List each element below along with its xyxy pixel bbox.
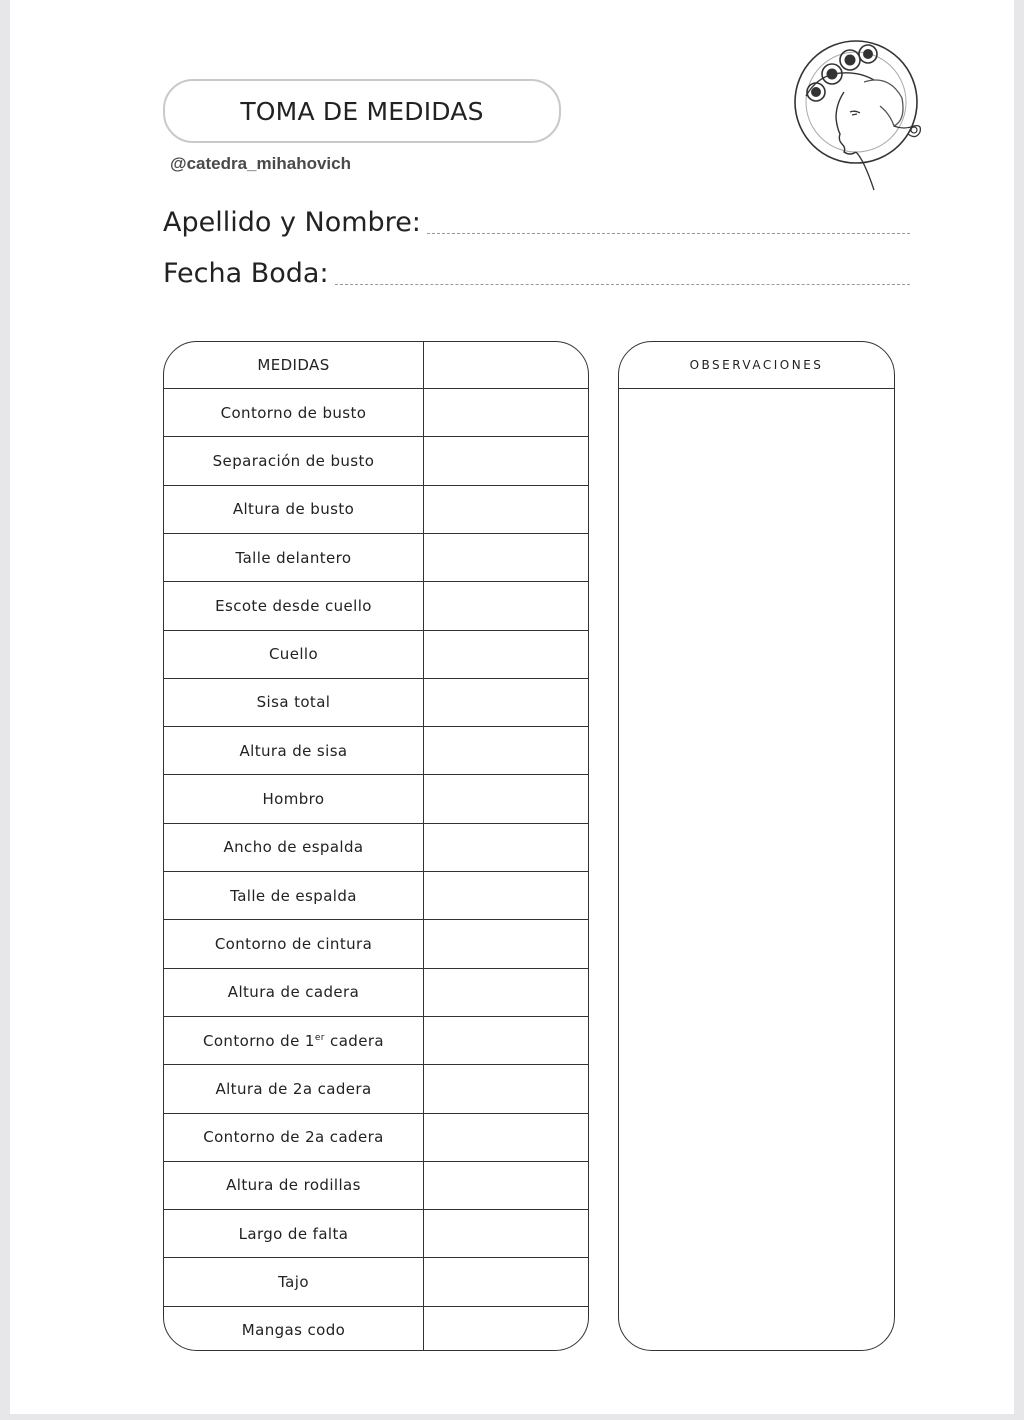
name-field[interactable]	[163, 196, 910, 236]
measurement-label: Altura de busto	[232, 500, 355, 519]
measurement-value-cell[interactable]	[423, 1162, 588, 1209]
measurement-label: Mangas codo	[241, 1321, 346, 1340]
measurement-value-cell[interactable]	[423, 969, 588, 1016]
measurement-value-cell[interactable]	[423, 486, 588, 533]
author-handle: @catedra_mihahovich	[170, 154, 351, 173]
table-row	[164, 388, 588, 436]
measurement-value-cell[interactable]	[423, 824, 588, 871]
table-row	[164, 968, 588, 1016]
page-title: TOMA DE MEDIDAS	[163, 79, 561, 143]
name-field-line[interactable]	[427, 232, 910, 234]
table-row	[164, 630, 588, 678]
measurement-value-cell[interactable]	[423, 679, 588, 726]
measurement-value-cell[interactable]	[423, 872, 588, 919]
table-header-row	[164, 342, 588, 388]
measurement-label: Hombro	[262, 790, 325, 809]
table-row	[164, 919, 588, 967]
table-row	[164, 678, 588, 726]
measurement-value-cell[interactable]	[423, 437, 588, 484]
table-row	[164, 533, 588, 581]
table-row	[164, 1209, 588, 1257]
logo-icon	[794, 34, 934, 194]
measurement-label: Ancho de espalda	[223, 838, 364, 857]
measurement-label: Separación de busto	[212, 451, 375, 470]
measurement-label: Altura de 2a cadera	[215, 1079, 372, 1098]
measurement-label: Sisa total	[256, 693, 331, 712]
table-row	[164, 726, 588, 774]
measurement-label: Contorno de 2a cadera	[203, 1128, 384, 1147]
table-header-label: MEDIDAS	[257, 356, 330, 374]
measurement-label: Contorno de cintura	[214, 934, 373, 953]
wedding-date-field-line[interactable]	[335, 283, 910, 285]
table-row	[164, 1306, 588, 1351]
measurement-value-cell[interactable]	[423, 1210, 588, 1257]
measurement-value-cell[interactable]	[423, 1114, 588, 1161]
measurement-value-cell[interactable]	[423, 582, 588, 629]
measurement-label: Altura de rodillas	[226, 1176, 361, 1195]
table-row	[164, 1016, 588, 1064]
table-row	[164, 871, 588, 919]
measurement-value-cell[interactable]	[423, 389, 588, 436]
measurement-label: Escote desde cuello	[215, 596, 372, 615]
document-page	[10, 0, 1014, 1414]
table-row	[164, 1113, 588, 1161]
measurement-label: Altura de sisa	[239, 741, 348, 760]
measurement-label: Contorno de busto	[220, 403, 367, 422]
table-row	[164, 485, 588, 533]
measurement-label: Largo de falta	[238, 1224, 349, 1243]
measurement-value-cell[interactable]	[423, 775, 588, 822]
table-row	[164, 1257, 588, 1305]
table-row	[164, 823, 588, 871]
measurement-value-cell[interactable]	[423, 1307, 588, 1351]
wedding-date-field[interactable]	[163, 247, 910, 287]
table-row	[164, 774, 588, 822]
measurement-value-cell[interactable]	[423, 727, 588, 774]
measurement-value-cell[interactable]	[423, 631, 588, 678]
measurement-label: Cuello	[268, 645, 319, 664]
measurement-value-cell[interactable]	[423, 920, 588, 967]
measurement-label: Talle de espalda	[230, 886, 357, 905]
measurement-value-cell[interactable]	[423, 1258, 588, 1305]
observations-panel[interactable]	[618, 341, 895, 1351]
measurement-value-cell[interactable]	[423, 1017, 588, 1064]
table-row	[164, 1064, 588, 1112]
measurement-label: Tajo	[278, 1273, 309, 1292]
measurement-label: Contorno de 1er cadera	[202, 1031, 384, 1050]
ordinal-suffix: er	[314, 1032, 325, 1043]
measurement-value-cell[interactable]	[423, 534, 588, 581]
observations-header: OBSERVACIONES	[619, 342, 894, 389]
table-row	[164, 581, 588, 629]
name-field-label: Apellido y Nombre:	[163, 207, 421, 238]
wedding-date-field-label: Fecha Boda:	[163, 258, 329, 289]
measurements-table	[163, 341, 589, 1351]
measurement-label: Talle delantero	[235, 548, 352, 567]
measurement-label: Altura de cadera	[227, 983, 360, 1002]
measurement-value-cell[interactable]	[423, 1065, 588, 1112]
table-row	[164, 1161, 588, 1209]
table-row	[164, 436, 588, 484]
